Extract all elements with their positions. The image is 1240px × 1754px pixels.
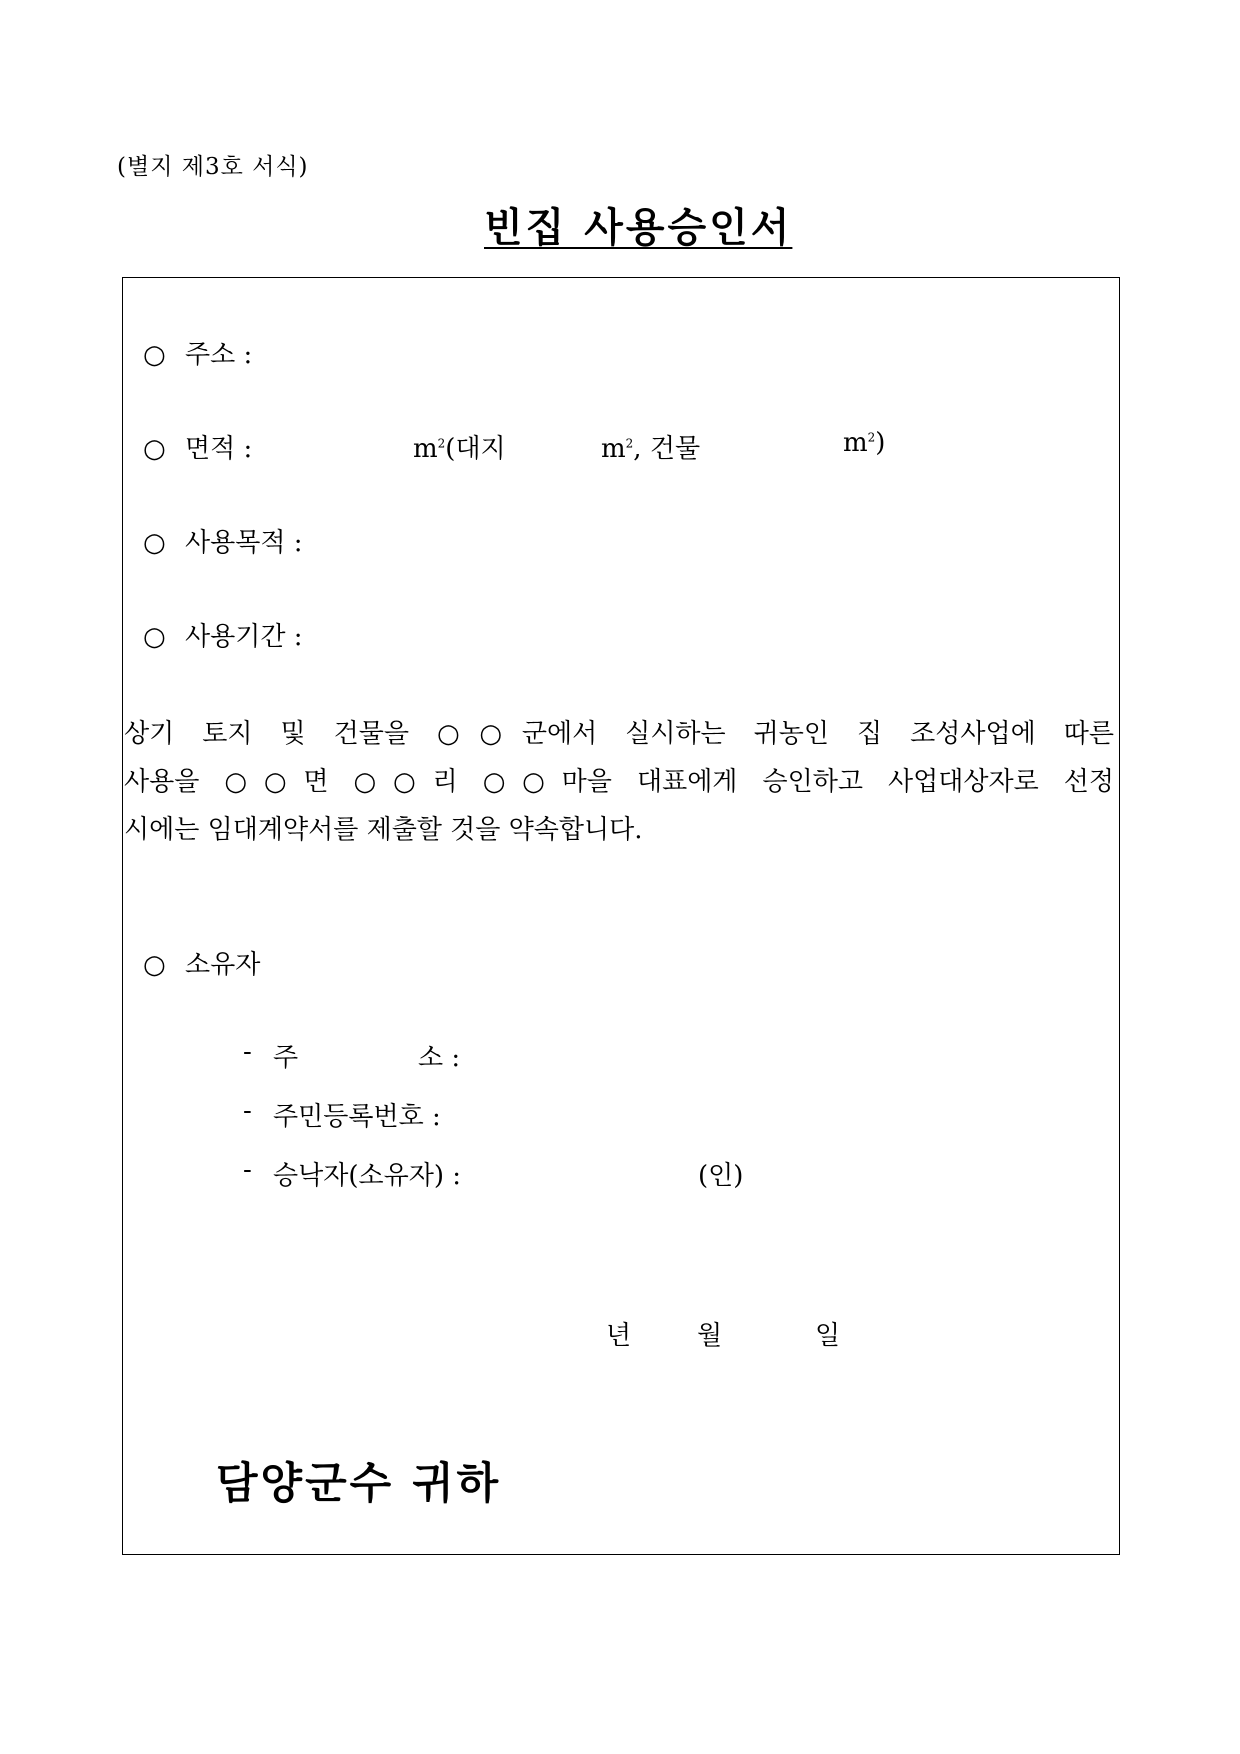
bullet-icon: ○ — [143, 340, 166, 370]
seal-mark: (인) — [698, 1161, 744, 1191]
area-building-unit: $m^2$) — [843, 428, 886, 458]
area-land-label: (대지 — [445, 434, 506, 464]
form-frame — [122, 277, 1120, 1555]
owner-heading — [143, 944, 260, 981]
bullet-icon: ○ — [143, 622, 166, 652]
owner-consent-row — [243, 1155, 763, 1195]
statement-line: 사용을 ○○면 ○○리 ○○마을 대표에게 승인하고 사업대상자로 선정 — [124, 767, 1114, 797]
owner-address-label-a: 주 — [273, 1043, 299, 1073]
form-number-label: (별지 제3호 서식) — [117, 154, 309, 180]
area-label: 면적 : — [185, 434, 253, 464]
owner-consent-label: 승낙자(소유자) : — [273, 1161, 462, 1191]
bullet-icon: ○ — [143, 950, 166, 980]
statement-line: 시에는 임대계약서를 제출할 것을 약속합니다. — [124, 815, 643, 845]
bullet-icon: ○ — [143, 434, 166, 464]
date-day: 일 — [815, 1321, 841, 1351]
owner-id-row — [243, 1096, 503, 1136]
date-year: 년 — [606, 1321, 632, 1351]
owner-label: 소유자 — [185, 950, 261, 980]
dash: - — [243, 1155, 252, 1185]
field-address — [143, 334, 252, 371]
field-period — [143, 616, 303, 653]
owner-address-label-b: 소 : — [418, 1043, 461, 1073]
area-building-label: , 건물 — [633, 434, 701, 464]
owner-address-row — [243, 1037, 503, 1077]
address-label: 주소 : — [185, 340, 253, 370]
bullet-icon: ○ — [143, 528, 166, 558]
area-total-unit: $m^2$(대지 — [413, 434, 506, 464]
area-land-unit: $m^2$, 건물 — [601, 434, 701, 464]
date-month: 월 — [697, 1321, 723, 1351]
field-area — [143, 428, 903, 468]
purpose-label: 사용목적 : — [185, 528, 303, 558]
dash: - — [243, 1037, 252, 1067]
document-title: 빈집 사용승인서 — [484, 205, 793, 251]
period-label: 사용기간 : — [185, 622, 303, 652]
addressee: 담양군수 귀하 — [216, 1459, 502, 1509]
owner-id-label: 주민등록번호 : — [273, 1102, 441, 1132]
dash: - — [243, 1096, 252, 1126]
field-purpose — [143, 522, 303, 559]
statement-paragraph — [124, 710, 1114, 854]
statement-line: 상기 토지 및 건물을 ○○군에서 실시하는 귀농인 집 조성사업에 따른 — [124, 719, 1114, 749]
